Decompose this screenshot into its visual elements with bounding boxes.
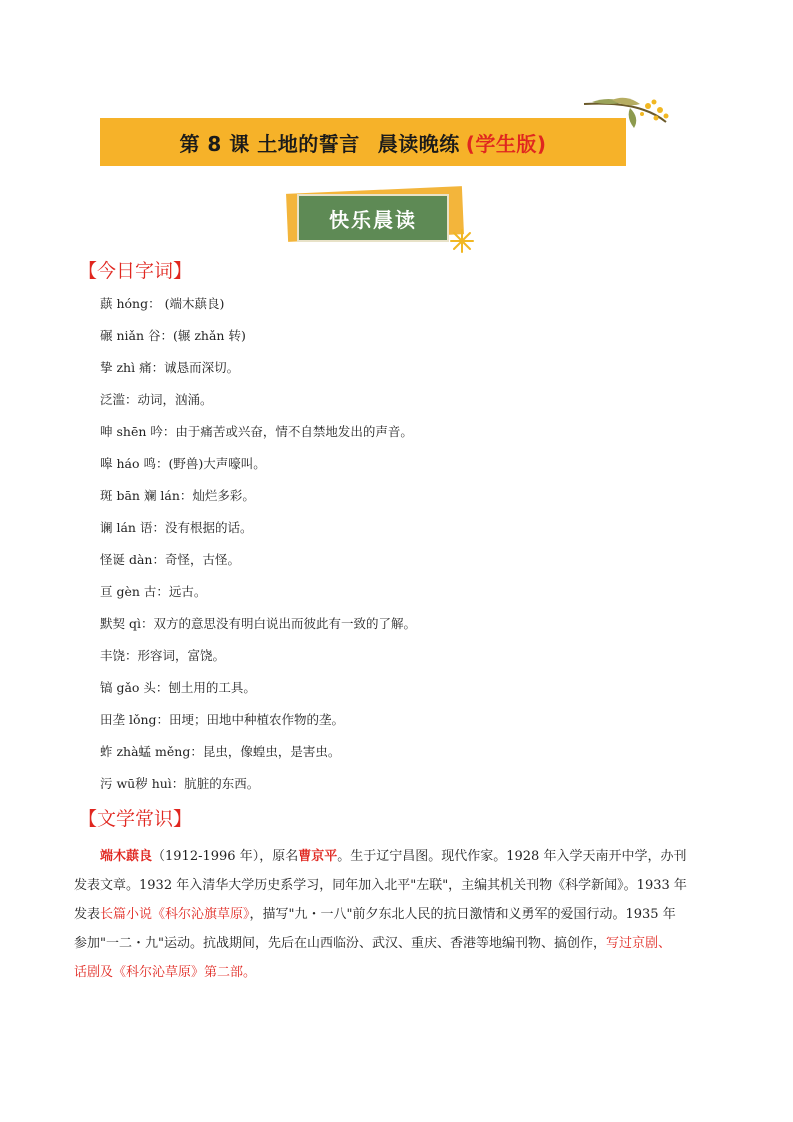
author-name: 端木蕻良: [100, 849, 153, 864]
paragraph-line: [74, 958, 714, 987]
lesson-version-tag: (学生版): [465, 131, 547, 156]
word-entry: 田垄 lǒng：田埂；田地中种植农作物的垄。: [100, 712, 345, 727]
word-entry: 污 wū秽 huì：肮脏的东西。: [100, 776, 260, 791]
paragraph-line: [74, 900, 714, 929]
section-banner: [287, 186, 477, 256]
word-entry: 呻 shēn 吟：由于痛苦或兴奋，情不自禁地发出的声音。: [100, 424, 413, 439]
work-title-highlight: 长篇小说《科尔沁旗草原》: [100, 907, 250, 922]
word-entry: 默契 qì：双方的意思没有明白说出而彼此有一致的了解。: [100, 616, 416, 631]
text-fragment: ，描写"九・一八"前夕东北人民的抗日激情和义勇军的爱国行动。1935 年: [249, 907, 676, 922]
paragraph-line: [74, 929, 714, 958]
banner-label: 快乐晨读: [297, 194, 449, 242]
word-entry: 泛滥：动词，汹涌。: [100, 392, 213, 407]
word-entry: 怪诞 dàn：奇怪，古怪。: [100, 552, 240, 567]
text-fragment: 参加"一二・九"运动。抗战期间，先后在山西临汾、武汉、重庆、香港等地编刊物、搞创作，: [74, 936, 606, 951]
paragraph-line: [74, 842, 714, 871]
text-fragment: （1912-1996 年），原名: [152, 849, 299, 864]
text-fragment: 发表文章。1932 年入清华大学历史系学习，同年加入北平"左联"，主编其机关刊物《科学新闻》。1933 年: [74, 878, 687, 893]
author-real-name: 曹京平: [298, 849, 338, 864]
word-entry: 镐 gǎo 头：刨土用的工具。: [100, 680, 256, 695]
lesson-title-bar: [100, 118, 626, 166]
word-entry: 蕻 hóng： (端木蕻良): [100, 296, 225, 311]
word-entry: 碾 niǎn 谷：(辗 zhǎn 转): [100, 328, 246, 343]
word-entry: 挚 zhì 痛：诚恳而深切。: [100, 360, 240, 375]
works-highlight: 写过京剧、: [605, 936, 671, 951]
words-section-heading: 【今日字词】: [78, 260, 193, 282]
word-entry: 谰 lán 语：没有根据的话。: [100, 520, 253, 535]
word-entry: 斑 bān 斓 lán：灿烂多彩。: [100, 488, 255, 503]
text-fragment: 。生于辽宁昌图。现代作家。1928 年入学天南开中学，办刊: [337, 849, 687, 864]
word-entry: 亘 gèn 古：远古。: [100, 584, 207, 599]
lesson-subtitle: 晨读晚练: [377, 131, 460, 156]
word-entry: 蚱 zhà蜢 měng：昆虫，像蝗虫，是害虫。: [100, 744, 341, 759]
word-entry: 丰饶：形容词，富饶。: [100, 648, 226, 663]
text-fragment: 发表: [74, 907, 101, 922]
lesson-title: 第 8 课 土地的誓言: [179, 131, 360, 156]
paragraph-line: [74, 871, 714, 900]
sparkle-icon: [449, 228, 475, 254]
author-paragraph: [74, 842, 714, 987]
works-highlight: 话剧及《科尔沁草原》第二部。: [74, 965, 257, 980]
word-entry: 嗥 háo 鸣：(野兽)大声嚎叫。: [100, 456, 266, 471]
literature-section-heading: 【文学常识】: [78, 808, 193, 830]
